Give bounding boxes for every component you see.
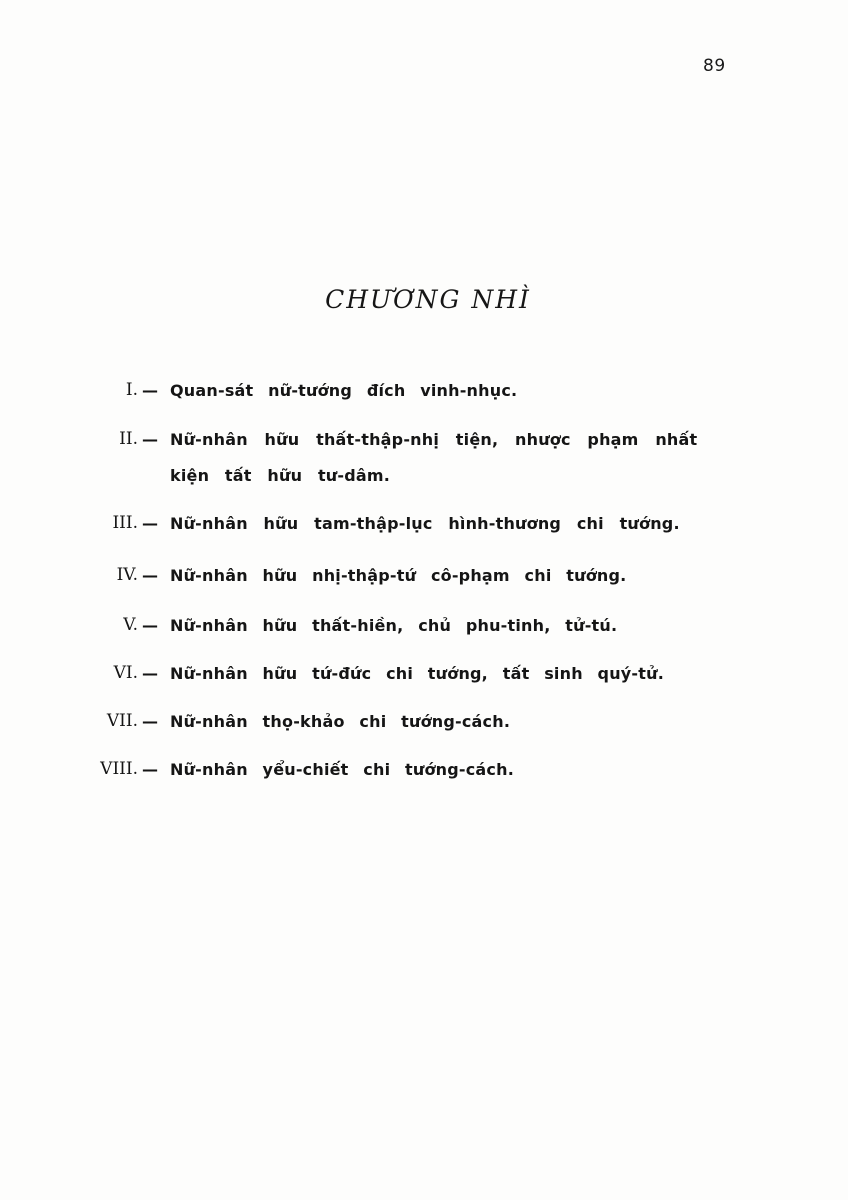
entry-number: VI. xyxy=(113,663,138,683)
entry-dash: — xyxy=(142,430,158,449)
entry-dash: — xyxy=(142,514,158,533)
entry-number: IV. xyxy=(116,565,138,585)
entry-number: V. xyxy=(123,615,138,635)
entry-dash: — xyxy=(142,566,158,585)
entry-dash: — xyxy=(142,664,158,683)
page-number: 89 xyxy=(703,56,726,76)
entry-text-continuation: kiện tất hữu tư-dâm. xyxy=(170,466,391,485)
entry-number: VIII. xyxy=(100,759,138,779)
entry-dash: — xyxy=(142,616,158,635)
entry-dash: — xyxy=(142,760,158,779)
entry-number: I. xyxy=(125,380,138,400)
entry-text: Nữ-nhân hữu nhị-thập-tứ cô-phạm chi tướng. xyxy=(170,566,627,585)
entry-text: Quan-sát nữ-tướng đích vinh-nhục. xyxy=(170,381,518,400)
entry-text: Nữ-nhân yểu-chiết chi tướng-cách. xyxy=(170,760,514,779)
entry-text: Nữ-nhân hữu thất-hiền, chủ phu-tinh, tử-tú. xyxy=(170,616,618,635)
entry-text: Nữ-nhân hữu tứ-đức chi tướng, tất sinh quý-tử. xyxy=(170,664,664,683)
entry-text: Nữ-nhân hữu tam-thập-lục hình-thương chi tướng. xyxy=(170,514,680,533)
entry-text: Nữ-nhân hữu thất-thập-nhị tiện, nhược phạm nhất xyxy=(170,430,698,449)
entry-dash: — xyxy=(142,712,158,731)
entry-number: III. xyxy=(112,513,138,533)
entry-number: II. xyxy=(119,429,138,449)
entry-text: Nữ-nhân thọ-khảo chi tướng-cách. xyxy=(170,712,511,731)
entry-number: VII. xyxy=(106,711,138,731)
chapter-title: CHƯƠNG NHÌ xyxy=(325,285,531,314)
entry-dash: — xyxy=(142,381,158,400)
